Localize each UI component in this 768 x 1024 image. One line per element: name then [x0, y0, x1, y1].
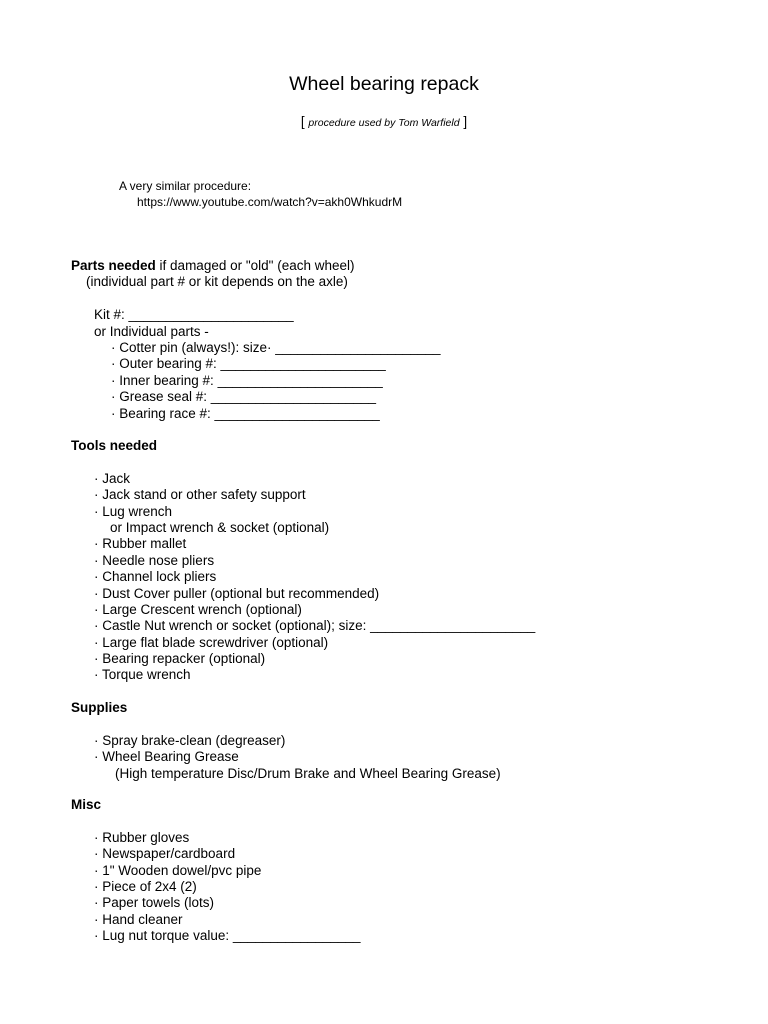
tools-items [71, 470, 536, 683]
byline-close-bracket: ] [463, 114, 468, 129]
list-item: · Castle Nut wrench or socket (optional); size: ______________________ [94, 618, 536, 634]
list-item: · Spray brake-clean (degreaser) [94, 732, 286, 748]
list-item: · 1" Wooden dowel/pvc pipe [94, 862, 262, 878]
supplies-items [71, 732, 501, 781]
misc-items [71, 829, 361, 944]
list-item: · Large flat blade screwdriver (optional) [94, 634, 329, 650]
similar-procedure [119, 178, 402, 210]
list-item: · Grease seal #: ______________________ [111, 389, 376, 405]
list-item: · Bearing race #: ______________________ [111, 405, 380, 421]
parts-heading-line [71, 258, 440, 274]
list-item: (High temperature Disc/Drum Brake and Wheel Bearing Grease) [115, 765, 501, 781]
list-item: · Jack [94, 470, 131, 486]
list-item: · Newspaper/cardboard [94, 846, 236, 862]
list-item: · Lug wrench [94, 503, 173, 519]
misc-section [71, 797, 361, 944]
parts-or-individual: or Individual parts - [94, 323, 209, 339]
similar-procedure-link[interactable]: https://www.youtube.com/watch?v=akh0WhkudrM [137, 195, 403, 209]
list-item: · Bearing repacker (optional) [94, 651, 266, 667]
spacer [71, 716, 501, 732]
list-item: · Rubber mallet [94, 536, 187, 552]
spacer [71, 291, 440, 307]
tools-heading: Tools needed [71, 438, 158, 453]
list-item: · Dust Cover puller (optional but recommended) [94, 585, 380, 601]
parts-note: (individual part # or kit depends on the axle) [86, 274, 348, 290]
parts-items [71, 339, 441, 421]
parts-heading: Parts needed [71, 258, 156, 273]
spacer [71, 454, 535, 470]
list-item: · Hand cleaner [94, 911, 183, 927]
parts-heading-rest: if damaged or "old" (each wheel) [155, 258, 355, 273]
list-item: · Lug nut torque value: _________________ [94, 928, 361, 944]
byline-open-bracket: [ [300, 114, 305, 129]
parts-section [71, 258, 441, 421]
list-item: · Inner bearing #: ______________________ [111, 372, 383, 388]
list-item: · Large Crescent wrench (optional) [94, 601, 302, 617]
parts-kit: Kit #: ______________________ [94, 307, 294, 323]
list-item: · Piece of 2x4 (2) [94, 878, 197, 894]
list-item: · Cotter pin (always!): size· ______________________ [111, 339, 441, 355]
misc-heading: Misc [71, 797, 102, 812]
similar-procedure-label: A very similar procedure: [119, 179, 252, 193]
tools-section [71, 438, 536, 683]
spacer [71, 813, 360, 829]
list-item: · Channel lock pliers [94, 569, 217, 585]
list-item: · Jack stand or other safety support [94, 487, 306, 503]
list-item: · Torque wrench [94, 667, 191, 683]
supplies-section [71, 700, 501, 781]
list-item: · Outer bearing #: ______________________ [111, 356, 386, 372]
byline [0, 114, 768, 131]
supplies-heading: Supplies [71, 700, 128, 715]
byline-text: procedure used by Tom Warfield [308, 117, 460, 129]
page-title: Wheel bearing repack [289, 73, 479, 95]
list-item: · Needle nose pliers [94, 552, 215, 568]
list-item: · Paper towels (lots) [94, 895, 215, 911]
list-item: or Impact wrench & socket (optional) [110, 519, 330, 535]
list-item: · Wheel Bearing Grease [94, 749, 239, 765]
list-item: · Rubber gloves [94, 829, 190, 845]
